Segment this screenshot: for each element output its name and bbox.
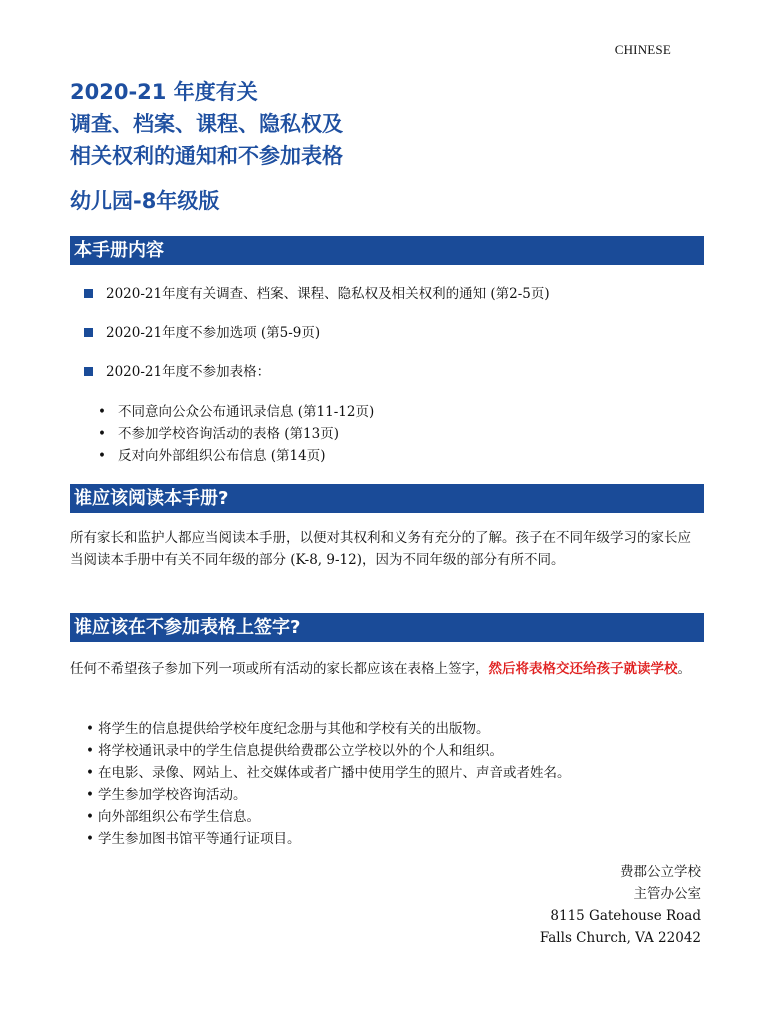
contents-heading: 本手册内容 (70, 236, 704, 265)
activity-item (86, 718, 571, 740)
contents-item (84, 323, 550, 343)
language-tag: CHINESE (614, 42, 671, 57)
bullet-dot-icon: • (86, 831, 94, 847)
address-line: 费郡公立学校 (620, 864, 701, 880)
bullet-dot-icon: • (86, 765, 94, 781)
opt-out-form-text: 反对向外部组织公布信息 (第14页) (118, 448, 326, 464)
address-line: 主管办公室 (633, 886, 701, 902)
bullet-dot-icon: • (86, 809, 94, 825)
opt-out-form-item (94, 401, 374, 423)
contents-item-text: 2020-21年度有关调查、档案、课程、隐私权及相关权利的通知 (第2-5页) (106, 286, 550, 302)
opt-out-forms-list (94, 401, 374, 467)
activity-text: 将学校通讯录中的学生信息提供给费郡公立学校以外的个人和组织。 (98, 743, 503, 759)
bullet-dot-icon: • (86, 787, 94, 803)
title-line-2: 调查、档案、课程、隐私权及 (70, 112, 343, 136)
contents-list (84, 284, 550, 401)
who-reads-heading: 谁应该阅读本手册? (70, 484, 704, 513)
activity-item (86, 762, 571, 784)
activity-item (86, 784, 571, 806)
contents-item-text: 2020-21年度不参加表格： (106, 364, 271, 380)
bullet-dot-icon: • (98, 448, 106, 464)
title-line-3: 相关权利的通知和不参加表格 (70, 144, 343, 168)
who-signs-heading: 谁应该在不参加表格上签字? (70, 613, 704, 642)
office-address (540, 861, 701, 949)
address-line: 8115 Gatehouse Road (550, 908, 701, 924)
return-form-emphasis: 然后将表格交还给孩子就读学校 (488, 661, 678, 677)
opt-out-form-text: 不参加学校咨询活动的表格 (第13页) (118, 426, 340, 442)
activity-text: 在电影、录像、网站上、社交媒体或者广播中使用学生的照片、声音或者姓名。 (98, 765, 571, 781)
activity-text: 向外部组织公布学生信息。 (98, 809, 260, 825)
bullet-dot-icon: • (86, 743, 94, 759)
square-bullet-icon (84, 289, 93, 298)
opt-out-form-text: 不同意向公众公布通讯录信息 (第11-12页) (118, 404, 375, 420)
activity-text: 学生参加图书馆平等通行证项目。 (98, 831, 301, 847)
edition-subtitle: 幼儿园-8年级版 (70, 189, 220, 213)
who-signs-text: 任何不希望孩子参加下列一项或所有活动的家长都应该在表格上签字， (70, 661, 489, 677)
activity-text: 学生参加学校咨询活动。 (98, 787, 247, 803)
opt-out-form-item (94, 445, 374, 467)
document-title (70, 76, 710, 172)
bullet-dot-icon: • (98, 426, 106, 442)
activity-item (86, 806, 571, 828)
contents-item-text: 2020-21年度不参加选项 (第5-9页) (106, 325, 321, 341)
who-signs-text-end: 。 (677, 661, 691, 677)
activities-list (86, 718, 571, 850)
activity-text: 将学生的信息提供给学校年度纪念册与其他和学校有关的出版物。 (98, 721, 490, 737)
square-bullet-icon (84, 328, 93, 337)
activity-item (86, 828, 571, 850)
opt-out-form-item (94, 423, 374, 445)
contents-item (84, 362, 550, 382)
who-signs-paragraph (70, 658, 702, 680)
bullet-dot-icon: • (86, 721, 94, 737)
bullet-dot-icon: • (98, 404, 106, 420)
address-line: Falls Church, VA 22042 (539, 930, 701, 946)
title-line-1: 2020-21 年度有关 (70, 80, 258, 104)
who-reads-paragraph: 所有家长和监护人都应当阅读本手册，以便对其权利和义务有充分的了解。孩子在不同年级学习的家长应当阅读本手册中有关不同年级的部分 (K-8, 9-12)，因为不同年级的部分有所不同。 (70, 530, 691, 568)
activity-item (86, 740, 571, 762)
contents-item (84, 284, 550, 304)
square-bullet-icon (84, 367, 93, 376)
